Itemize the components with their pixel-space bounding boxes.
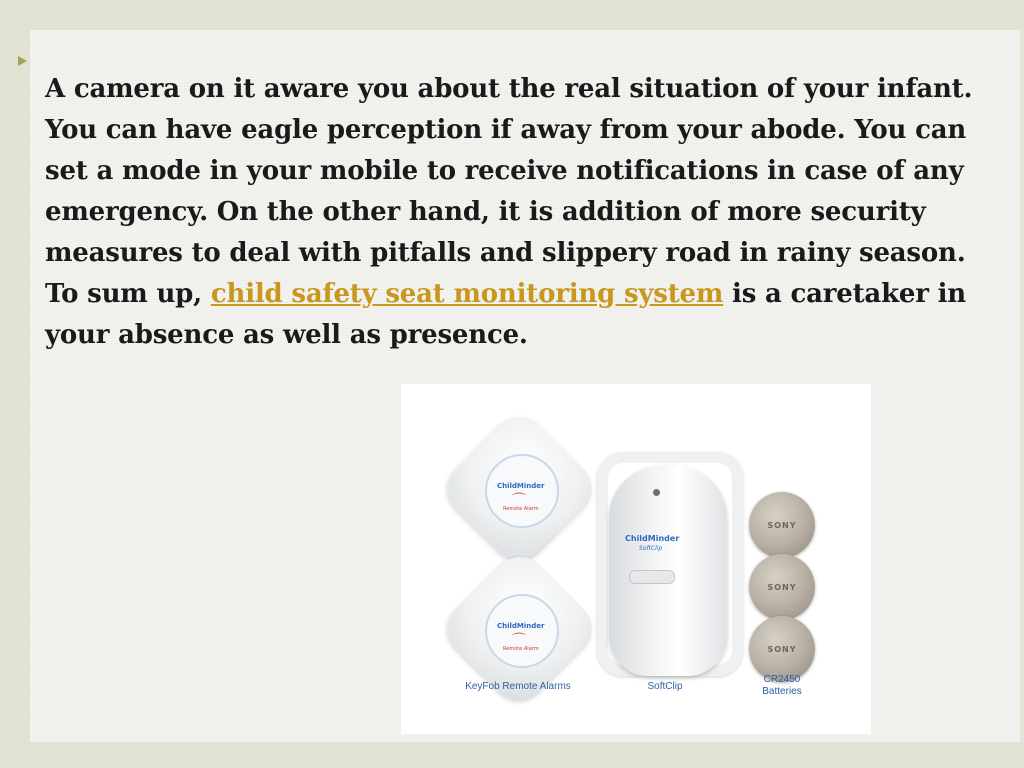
signal-wave-icon: ⌒ xyxy=(512,633,526,649)
keyfob-brand-top: ChildMinder xyxy=(497,482,545,490)
softclip-sub: SoftClip xyxy=(639,545,663,552)
paragraph-text-after: is a caretaker in your absence as well as presence. xyxy=(45,279,966,350)
softclip-sensor xyxy=(653,489,660,496)
keyfob-brand-bottom: ChildMinder xyxy=(497,622,545,630)
battery-coin-1 xyxy=(749,492,815,558)
body-paragraph xyxy=(45,69,980,356)
paragraph-text-before: A camera on it aware you about the real situation of your infant. You can have eagle perception if away from your abode. You can set a mode in your mobile to receive notifications in case of any emergency. On the other hand, it is addition of more security measures to deal with pitfalls and slippery road in rainy season. To sum up, xyxy=(45,74,973,309)
caption-batteries-line1: CR2450 xyxy=(763,674,801,685)
caption-keyfob: KeyFob Remote Alarms xyxy=(465,681,571,692)
signal-wave-icon: ⌒ xyxy=(512,493,526,509)
battery-label: SONY xyxy=(767,582,797,592)
slide-frame-bottom xyxy=(0,742,1024,768)
caption-softclip: SoftClip xyxy=(647,681,683,692)
keyfob-sub-top: Remote Alarm xyxy=(503,506,539,512)
softclip-brand: ChildMinder xyxy=(625,534,680,543)
slide-frame-top xyxy=(0,0,1024,30)
product-image xyxy=(401,384,871,734)
battery-label: SONY xyxy=(767,644,797,654)
softclip-button xyxy=(629,570,675,584)
bullet-icon xyxy=(18,56,27,66)
caption-batteries-line2: Batteries xyxy=(762,686,802,697)
battery-coin-3 xyxy=(749,616,815,682)
battery-coin-2 xyxy=(749,554,815,620)
child-safety-seat-link[interactable]: child safety seat monitoring system xyxy=(210,279,724,309)
keyfob-sub-bottom: Remote Alarm xyxy=(503,646,539,652)
battery-label: SONY xyxy=(767,520,797,530)
slide-frame-left xyxy=(0,0,30,768)
